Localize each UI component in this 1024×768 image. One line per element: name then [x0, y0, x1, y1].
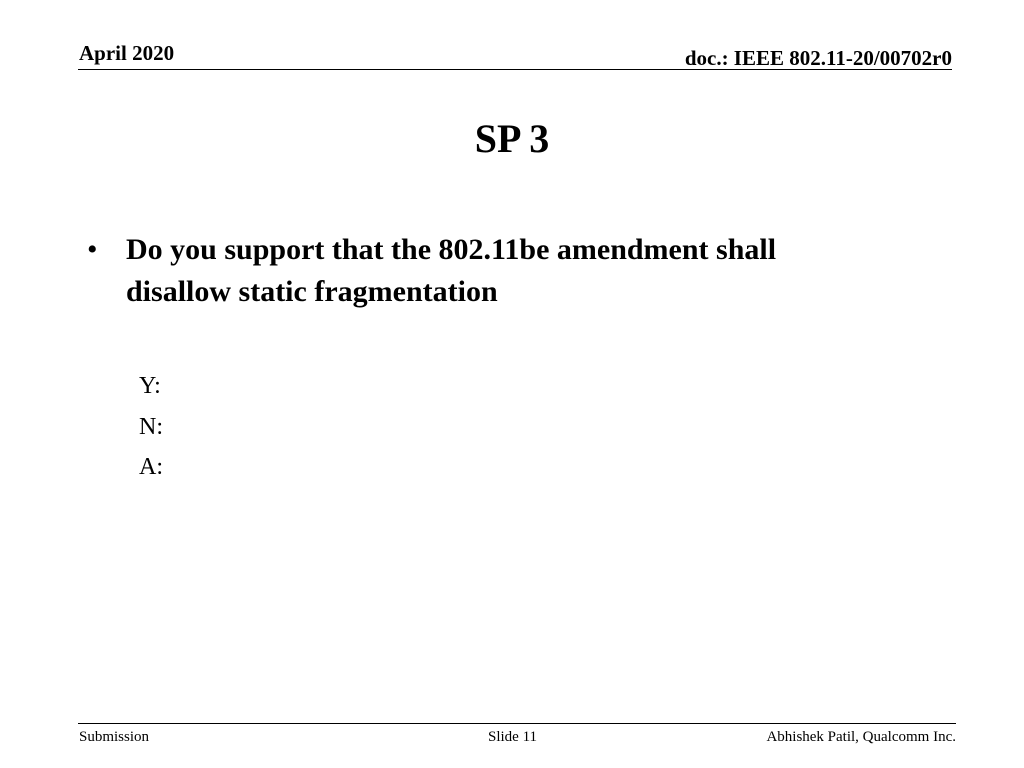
header-divider: [78, 69, 952, 70]
vote-option-no: N:: [139, 413, 163, 440]
header-document-id: doc.: IEEE 802.11-20/00702r0: [684, 46, 952, 70]
footer-submission: Submission: [79, 729, 150, 745]
footer-author: Abhishek Patil, Qualcomm Inc.: [766, 729, 956, 745]
vote-option-yes: Y:: [139, 373, 161, 399]
vote-option-abstain: A:: [139, 454, 163, 480]
bullet-marker: •: [87, 233, 98, 266]
header-date: April 2020: [79, 41, 175, 65]
straw-poll-question: Do you support that the 802.11be amendment shall disallow static fragmentation: [126, 233, 777, 308]
slide-title: SP 3: [474, 116, 550, 161]
vote-options-list: [139, 366, 163, 488]
footer-slide-number: Slide 11: [488, 729, 538, 745]
footer-divider: [78, 723, 956, 724]
